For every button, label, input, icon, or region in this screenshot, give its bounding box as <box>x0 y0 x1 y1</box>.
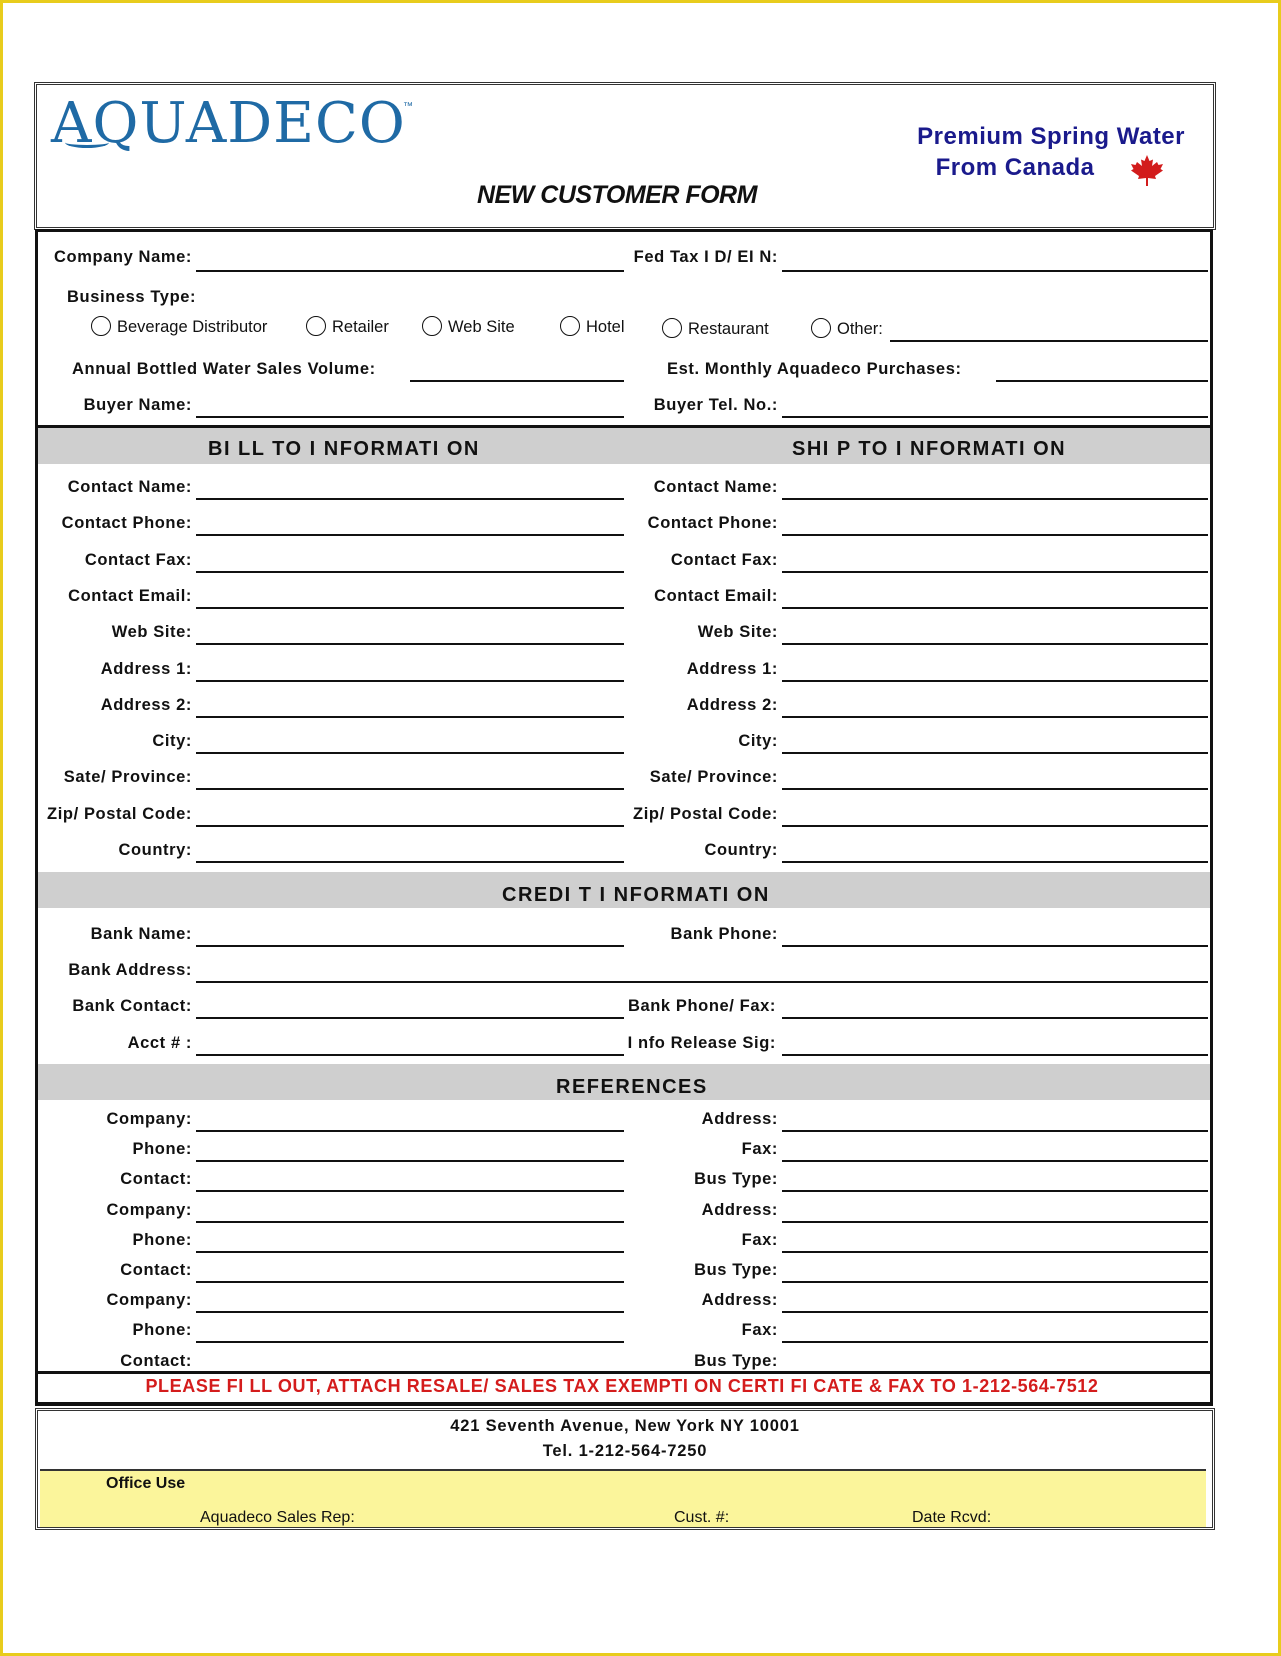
footer <box>35 1408 1215 1530</box>
reference-3-bus-type-label: Bus Type: <box>694 1351 778 1370</box>
bank-contact-label: Bank Contact: <box>72 997 192 1015</box>
ship-to-city-label: City: <box>738 732 778 751</box>
bank-contact-field[interactable] <box>196 1017 624 1019</box>
bill-to-address-1-label: Address 1: <box>100 659 192 678</box>
ship-to-contact-phone-field[interactable] <box>782 534 1208 536</box>
ship-to-country-field[interactable] <box>782 861 1208 863</box>
tagline-line-1: Premium Spring Water <box>917 123 1185 150</box>
reference-2-company-label: Company: <box>106 1200 192 1219</box>
bill-to-web-site-label: Web Site: <box>111 623 192 642</box>
trademark-symbol: ™ <box>403 101 413 112</box>
info-release-label: I nfo Release Sig: <box>627 1034 776 1052</box>
reference-3-fax-field[interactable] <box>782 1341 1208 1343</box>
reference-1-contact-label: Contact: <box>120 1170 192 1189</box>
radio-label-hotel: Hotel <box>586 318 625 336</box>
form-header <box>34 82 1216 230</box>
reference-3-contact-label: Contact: <box>120 1351 192 1370</box>
buyer-name-label: Buyer Name: <box>83 396 192 414</box>
tagline-line-2: From Canada <box>935 154 1095 181</box>
bill-to-country-field[interactable] <box>196 861 624 863</box>
reference-1-contact-field[interactable] <box>196 1190 624 1192</box>
ship-to-sate-province-label: Sate/ Province: <box>649 768 778 787</box>
radio-web-site[interactable] <box>422 316 442 336</box>
radio-label-beverage-distributor: Beverage Distributor <box>117 318 268 336</box>
radio-retailer[interactable] <box>306 316 326 336</box>
ship-to-web-site-label: Web Site: <box>697 623 778 642</box>
reference-1-address-label: Address: <box>701 1110 778 1128</box>
reference-3-address-field[interactable] <box>782 1311 1208 1313</box>
maple-leaf-icon <box>1129 153 1165 194</box>
bill-to-zip-postal-code-field[interactable] <box>196 825 624 827</box>
radio-label-restaurant: Restaurant <box>688 320 769 338</box>
company-address: 421 Seventh Avenue, New York NY 10001 <box>450 1417 800 1435</box>
ship-to-address-1-label: Address 1: <box>686 659 778 678</box>
company-name-label: Company Name: <box>54 248 192 266</box>
reference-1-bus-type-field[interactable] <box>782 1190 1208 1192</box>
buyer-name-field[interactable] <box>196 416 624 418</box>
reference-2-phone-label: Phone: <box>132 1230 192 1249</box>
radio-hotel[interactable] <box>560 316 580 336</box>
bill-to-contact-email-field[interactable] <box>196 607 624 609</box>
monthly-purchases-label: Est. Monthly Aquadeco Purchases: <box>667 360 962 378</box>
bank-phone-label: Bank Phone: <box>670 925 778 943</box>
fed-tax-field[interactable] <box>782 270 1208 272</box>
ship-to-city-field[interactable] <box>782 752 1208 754</box>
annual-volume-label: Annual Bottled Water Sales Volume: <box>72 360 376 378</box>
office-use-title: Office Use <box>106 1475 186 1492</box>
monthly-purchases-field[interactable] <box>996 380 1208 382</box>
ship-to-address-2-label: Address 2: <box>686 695 778 714</box>
credit-title: CREDI T I NFORMATI ON <box>502 884 770 906</box>
radio-beverage-distributor[interactable] <box>91 316 111 336</box>
acct-field[interactable] <box>196 1054 624 1056</box>
ship-to-zip-postal-code-field[interactable] <box>782 825 1208 827</box>
references-title: REFERENCES <box>556 1076 708 1098</box>
bill-to-contact-name-label: Contact Name: <box>67 478 192 496</box>
date-rcvd-field[interactable]: Date Rcvd: <box>912 1509 992 1526</box>
reference-3-phone-field[interactable] <box>196 1341 624 1343</box>
ship-to-contact-fax-label: Contact Fax: <box>670 550 778 569</box>
bill-to-city-field[interactable] <box>196 752 624 754</box>
reference-2-fax-field[interactable] <box>782 1251 1208 1253</box>
reference-2-bus-type-label: Bus Type: <box>694 1261 778 1279</box>
reference-1-phone-field[interactable] <box>196 1160 624 1162</box>
bill-to-contact-email-label: Contact Email: <box>68 586 192 605</box>
ship-to-address-1-field[interactable] <box>782 680 1208 682</box>
bill-to-address-2-field[interactable] <box>196 716 624 718</box>
reference-1-company-field[interactable] <box>196 1130 624 1132</box>
reference-2-contact-label: Contact: <box>120 1261 192 1279</box>
bill-to-sate-province-label: Sate/ Province: <box>63 768 192 787</box>
buyer-tel-field[interactable] <box>782 416 1208 418</box>
reference-3-company-label: Company: <box>106 1291 192 1310</box>
bank-name-field[interactable] <box>196 945 624 947</box>
ship-to-contact-fax-field[interactable] <box>782 571 1208 573</box>
business-type-label: Business Type: <box>67 288 197 306</box>
reference-3-phone-label: Phone: <box>132 1321 192 1340</box>
ship-to-country-label: Country: <box>704 841 778 859</box>
aquadeco-logo: AQUADECO <box>51 91 406 156</box>
annual-volume-field[interactable] <box>410 380 624 382</box>
bank-address-field[interactable] <box>196 981 1208 983</box>
ship-to-contact-name-field[interactable] <box>782 498 1208 500</box>
bank-phone-fax-field[interactable] <box>782 1017 1208 1019</box>
reference-2-company-field[interactable] <box>196 1221 624 1223</box>
sales-rep-field[interactable]: Aquadeco Sales Rep: <box>200 1509 355 1526</box>
company-name-field[interactable] <box>196 270 624 272</box>
bill-to-sate-province-field[interactable] <box>196 788 624 790</box>
ship-to-address-2-field[interactable] <box>782 716 1208 718</box>
bill-to-contact-fax-field[interactable] <box>196 571 624 573</box>
radio-other[interactable] <box>811 318 831 338</box>
radio-label-web-site: Web Site <box>448 318 515 336</box>
bill-to-zip-postal-code-label: Zip/ Postal Code: <box>47 804 192 823</box>
reference-2-fax-label: Fax: <box>741 1230 778 1249</box>
fax-notice: PLEASE FI LL OUT, ATTACH RESALE/ SALES TAX EXEMPTI ON CERTI FI CATE & FAX TO 1-212-564-7512 <box>145 1376 1099 1396</box>
bill-to-contact-fax-label: Contact Fax: <box>84 550 192 569</box>
buyer-tel-label: Buyer Tel. No.: <box>653 396 778 414</box>
reference-2-address-field[interactable] <box>782 1221 1208 1223</box>
logo-wave-icon <box>65 137 109 148</box>
notice-divider <box>38 1371 1210 1374</box>
reference-2-bus-type-field[interactable] <box>782 1281 1208 1283</box>
reference-3-company-field[interactable] <box>196 1311 624 1313</box>
bill-to-address-2-label: Address 2: <box>100 695 192 714</box>
reference-2-address-label: Address: <box>701 1200 778 1219</box>
ship-to-contact-email-label: Contact Email: <box>654 586 778 605</box>
bank-address-label: Bank Address: <box>68 961 192 979</box>
ship-to-web-site-field[interactable] <box>782 643 1208 645</box>
ship-to-zip-postal-code-label: Zip/ Postal Code: <box>633 804 778 823</box>
reference-1-bus-type-label: Bus Type: <box>694 1170 778 1189</box>
bill-to-contact-name-field[interactable] <box>196 498 624 500</box>
fed-tax-label: Fed Tax I D/ EI N: <box>633 248 778 266</box>
other-business-field[interactable] <box>890 340 1208 342</box>
bill-to-city-label: City: <box>152 732 192 751</box>
reference-1-fax-label: Fax: <box>741 1140 778 1159</box>
acct-label: Acct # : <box>127 1034 192 1052</box>
ship-to-contact-phone-label: Contact Phone: <box>647 514 778 533</box>
reference-2-contact-field[interactable] <box>196 1281 624 1283</box>
bill-to-address-1-field[interactable] <box>196 680 624 682</box>
bill-to-web-site-field[interactable] <box>196 643 624 645</box>
reference-3-fax-label: Fax: <box>741 1321 778 1340</box>
reference-1-fax-field[interactable] <box>782 1160 1208 1162</box>
form-title: NEW CUSTOMER FORM <box>477 181 757 209</box>
bill-to-country-label: Country: <box>118 841 192 859</box>
reference-1-company-label: Company: <box>106 1110 192 1128</box>
ship-to-contact-email-field[interactable] <box>782 607 1208 609</box>
radio-label-other: Other: <box>837 320 883 338</box>
reference-1-phone-label: Phone: <box>132 1140 192 1159</box>
reference-1-address-field[interactable] <box>782 1130 1208 1132</box>
reference-3-address-label: Address: <box>701 1291 778 1310</box>
bill-to-contact-phone-label: Contact Phone: <box>61 514 192 533</box>
office-use-panel <box>40 1469 1206 1527</box>
radio-restaurant[interactable] <box>662 318 682 338</box>
bill-to-title: BI LL TO I NFORMATI ON <box>208 438 480 460</box>
company-tel: Tel. 1-212-564-7250 <box>542 1442 708 1460</box>
bank-name-label: Bank Name: <box>90 925 192 943</box>
cust-number-field[interactable]: Cust. #: <box>674 1509 730 1526</box>
bill-to-contact-phone-field[interactable] <box>196 534 624 536</box>
ship-to-title: SHI P TO I NFORMATI ON <box>792 438 1067 460</box>
bank-phone-fax-label: Bank Phone/ Fax: <box>627 997 776 1015</box>
radio-label-retailer: Retailer <box>332 318 389 336</box>
ship-to-sate-province-field[interactable] <box>782 788 1208 790</box>
reference-2-phone-field[interactable] <box>196 1251 624 1253</box>
bank-phone-field[interactable] <box>782 945 1208 947</box>
info-release-field[interactable] <box>782 1054 1208 1056</box>
ship-to-contact-name-label: Contact Name: <box>653 478 778 496</box>
